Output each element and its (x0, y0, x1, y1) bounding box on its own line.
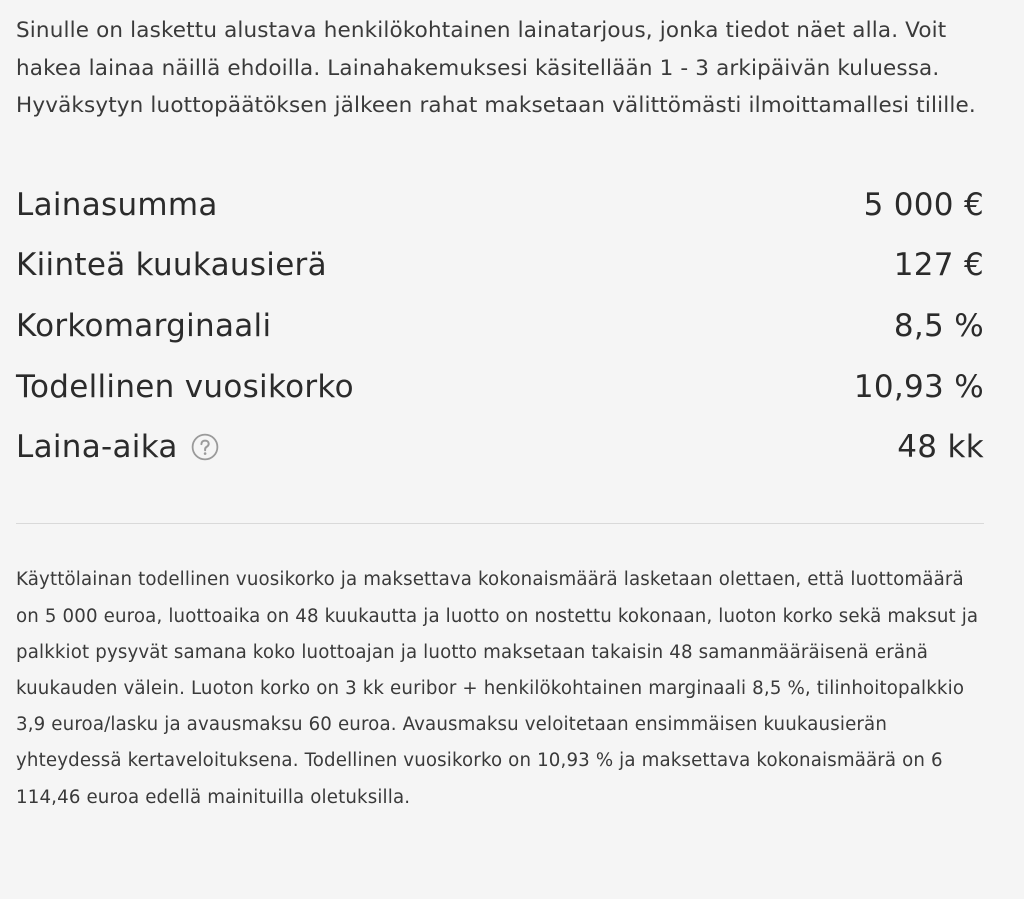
summary-row-effective-rate (16, 356, 984, 417)
loan-amount-label (16, 187, 218, 223)
loan-term-label (16, 429, 219, 465)
monthly-payment-label-text: Kiinteä kuukausierä (16, 247, 327, 284)
interest-margin-label (16, 308, 271, 344)
loan-amount-value: 5 000 € (863, 186, 984, 223)
effective-rate-label (16, 369, 354, 405)
monthly-payment-value: 127 € (893, 247, 984, 284)
summary-row-monthly-payment (16, 235, 984, 296)
loan-summary (16, 175, 984, 478)
terms-fineprint: Käyttölainan todellinen vuosikorko ja maksettava kokonaismäärä lasketaan olettaen, että luottomäärä on 5 000 euroa, luottoaika on 48 kuukautta ja luotto on nostettu kokonaan, luoton korko sekä maksut ja palkkiot pysyvät samana koko luottoajan ja luotto maksetaan takaisin 48 samanmääräisenä eränä kuukauden välein. Luoton korko on 3 kk euribor + henkilökohtainen marginaali 8,5 %, tilinhoitopalkkio 3,9 euroa/lasku ja avausmaksu 60 euroa. Avausmaksu veloitetaan ensimmäisen kuukausierän yhteydessä kertaveloituksena. Todellinen vuosikorko on 10,93 % ja maksettava kokonaismäärä on 6 114,46 euroa edellä mainituilla oletuksilla. (16, 569, 979, 808)
interest-margin-label-text: Korkomarginaali (16, 307, 272, 344)
summary-row-interest-margin (16, 296, 984, 357)
loan-offer-page (16, 0, 984, 816)
question-circle-icon[interactable] (191, 433, 219, 461)
summary-row-loan-amount (16, 175, 984, 236)
interest-margin-value: 8,5 % (893, 307, 984, 344)
loan-term-value: 48 kk (897, 429, 984, 466)
monthly-payment-label (16, 247, 327, 283)
loan-amount-label-text: Lainasumma (16, 186, 218, 223)
intro-text: Sinulle on laskettu alustava henkilökohtainen lainatarjous, jonka tiedot näet alla. Voit hakea lainaa näillä ehdoilla. Lainahakemuksesi käsitellään 1 - 3 arkipäivän kuluessa. Hyväksytyn luottopäätöksen jälkeen rahat maksetaan välittömästi ilmoittamallesi tilille. (16, 18, 976, 118)
summary-row-loan-term (16, 417, 984, 478)
effective-rate-label-text: Todellinen vuosikorko (16, 368, 354, 405)
loan-term-label-text: Laina-aika (16, 429, 178, 466)
effective-rate-value: 10,93 % (853, 368, 984, 405)
